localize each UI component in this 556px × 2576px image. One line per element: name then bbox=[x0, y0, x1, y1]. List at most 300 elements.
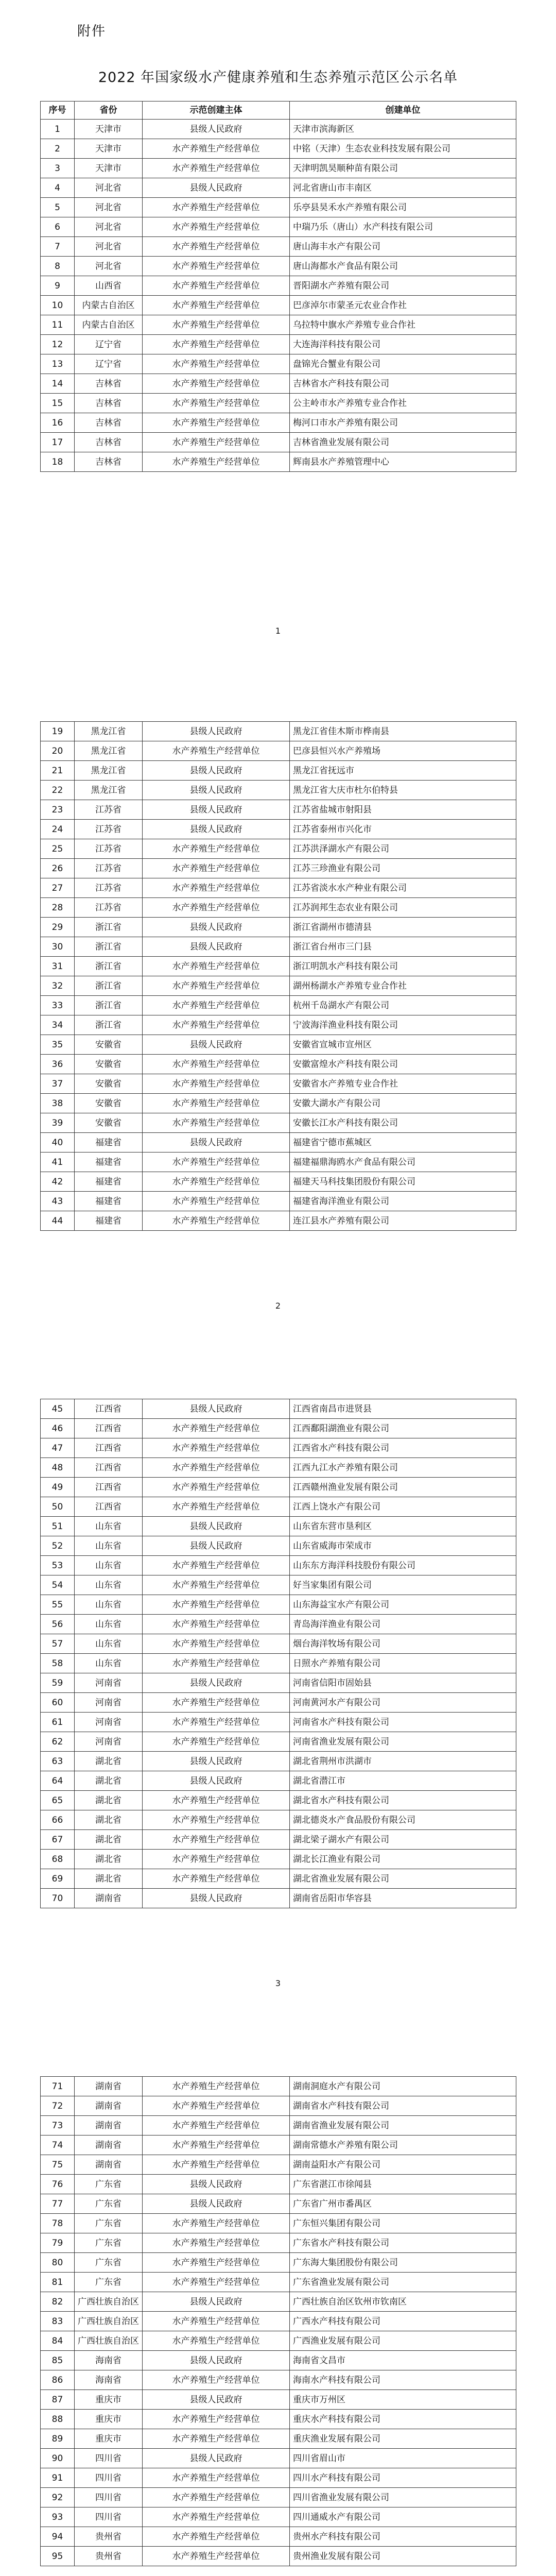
cell-serial: 67 bbox=[41, 1830, 75, 1850]
cell-unit: 江西鄱阳湖渔业有限公司 bbox=[290, 1419, 516, 1438]
cell-unit: 江苏省淡水水产种业有限公司 bbox=[290, 878, 516, 898]
cell-serial: 12 bbox=[41, 335, 75, 354]
cell-province: 福建省 bbox=[75, 1192, 143, 1211]
cell-unit: 重庆水产科技有限公司 bbox=[290, 2410, 516, 2429]
cell-province: 河北省 bbox=[75, 237, 143, 257]
table-row bbox=[41, 2175, 516, 2194]
table-row bbox=[41, 1595, 516, 1615]
cell-entity-type: 水产养殖生产经营单位 bbox=[143, 315, 290, 335]
table-row bbox=[41, 1211, 516, 1231]
cell-unit: 江西省水产科技有限公司 bbox=[290, 1438, 516, 1458]
cell-unit: 梅河口市水产养殖有限公司 bbox=[290, 413, 516, 433]
cell-unit: 福建天马科技集团股份有限公司 bbox=[290, 1172, 516, 1192]
cell-entity-type: 水产养殖生产经营单位 bbox=[143, 1192, 290, 1211]
cell-entity-type: 县级人民政府 bbox=[143, 820, 290, 839]
cell-entity-type: 水产养殖生产经营单位 bbox=[143, 2410, 290, 2429]
cell-entity-type: 水产养殖生产经营单位 bbox=[143, 1693, 290, 1713]
cell-unit: 广东省渔业发展有限公司 bbox=[290, 2273, 516, 2292]
cell-unit: 湖南益阳水产有限公司 bbox=[290, 2155, 516, 2175]
cell-unit: 巴彦县恒兴水产养殖场 bbox=[290, 741, 516, 761]
cell-province: 河北省 bbox=[75, 178, 143, 198]
cell-serial: 81 bbox=[41, 2273, 75, 2292]
cell-province: 辽宁省 bbox=[75, 335, 143, 354]
cell-serial: 92 bbox=[41, 2488, 75, 2507]
table-row bbox=[41, 1478, 516, 1497]
cell-province: 湖北省 bbox=[75, 1810, 143, 1830]
table-row bbox=[41, 2468, 516, 2488]
cell-province: 山东省 bbox=[75, 1595, 143, 1615]
cell-unit: 江苏润邦生态农业有限公司 bbox=[290, 898, 516, 918]
table-row bbox=[41, 1517, 516, 1536]
cell-unit: 黑龙江省抚远市 bbox=[290, 761, 516, 781]
cell-province: 河南省 bbox=[75, 1732, 143, 1752]
cell-province: 吉林省 bbox=[75, 394, 143, 413]
table-row bbox=[41, 354, 516, 374]
table-row bbox=[41, 2233, 516, 2253]
cell-province: 湖南省 bbox=[75, 1889, 143, 1908]
page-title: 2022 年国家级水产健康养殖和生态养殖示范区公示名单 bbox=[98, 70, 458, 86]
cell-serial: 65 bbox=[41, 1791, 75, 1810]
cell-entity-type: 水产养殖生产经营单位 bbox=[143, 898, 290, 918]
cell-serial: 13 bbox=[41, 354, 75, 374]
cell-entity-type: 县级人民政府 bbox=[143, 1035, 290, 1055]
cell-province: 福建省 bbox=[75, 1211, 143, 1231]
cell-province: 江苏省 bbox=[75, 859, 143, 878]
table-row bbox=[41, 1094, 516, 1113]
cell-province: 湖南省 bbox=[75, 2096, 143, 2116]
table-row bbox=[41, 918, 516, 937]
table-row bbox=[41, 2547, 516, 2566]
cell-province: 天津市 bbox=[75, 159, 143, 178]
table-row bbox=[41, 1810, 516, 1830]
cell-province: 广西壮族自治区 bbox=[75, 2331, 143, 2351]
cell-unit: 烟台海洋牧场有限公司 bbox=[290, 1634, 516, 1654]
cell-unit: 浙江省湖州市德清县 bbox=[290, 918, 516, 937]
cell-province: 江西省 bbox=[75, 1419, 143, 1438]
table-row bbox=[41, 315, 516, 335]
table-row bbox=[41, 2155, 516, 2175]
cell-serial: 53 bbox=[41, 1556, 75, 1575]
cell-entity-type: 县级人民政府 bbox=[143, 1133, 290, 1153]
cell-unit: 广西渔业发展有限公司 bbox=[290, 2331, 516, 2351]
cell-serial: 48 bbox=[41, 1458, 75, 1478]
cell-province: 广西壮族自治区 bbox=[75, 2312, 143, 2331]
table-row bbox=[41, 2194, 516, 2214]
cell-serial: 34 bbox=[41, 1015, 75, 1035]
cell-serial: 74 bbox=[41, 2136, 75, 2155]
cell-unit: 四川通威水产有限公司 bbox=[290, 2507, 516, 2527]
cell-unit: 杭州千岛湖水产有限公司 bbox=[290, 996, 516, 1015]
cell-serial: 82 bbox=[41, 2292, 75, 2312]
cell-unit: 山东东方海洋科技股份有限公司 bbox=[290, 1556, 516, 1575]
table-row bbox=[41, 2527, 516, 2547]
cell-entity-type: 水产养殖生产经营单位 bbox=[143, 1113, 290, 1133]
cell-entity-type: 水产养殖生产经营单位 bbox=[143, 2077, 290, 2096]
cell-province: 浙江省 bbox=[75, 976, 143, 996]
cell-province: 江苏省 bbox=[75, 898, 143, 918]
cell-serial: 69 bbox=[41, 1869, 75, 1889]
cell-entity-type: 水产养殖生产经营单位 bbox=[143, 2136, 290, 2155]
cell-entity-type: 水产养殖生产经营单位 bbox=[143, 2253, 290, 2273]
cell-province: 河北省 bbox=[75, 217, 143, 237]
cell-entity-type: 水产养殖生产经营单位 bbox=[143, 1458, 290, 1478]
cell-province: 天津市 bbox=[75, 139, 143, 159]
cell-serial: 46 bbox=[41, 1419, 75, 1438]
table-row bbox=[41, 2351, 516, 2370]
cell-serial: 93 bbox=[41, 2507, 75, 2527]
cell-entity-type: 县级人民政府 bbox=[143, 918, 290, 937]
cell-entity-type: 水产养殖生产经营单位 bbox=[143, 335, 290, 354]
table-header-row bbox=[41, 101, 516, 120]
cell-unit: 河南省水产科技有限公司 bbox=[290, 1713, 516, 1732]
cell-serial: 86 bbox=[41, 2370, 75, 2390]
cell-entity-type: 水产养殖生产经营单位 bbox=[143, 374, 290, 394]
cell-province: 江苏省 bbox=[75, 878, 143, 898]
cell-serial: 58 bbox=[41, 1654, 75, 1673]
cell-unit: 河北省唐山市丰南区 bbox=[290, 178, 516, 198]
cell-serial: 39 bbox=[41, 1113, 75, 1133]
cell-province: 浙江省 bbox=[75, 937, 143, 957]
cell-entity-type: 水产养殖生产经营单位 bbox=[143, 741, 290, 761]
table-row bbox=[41, 2136, 516, 2155]
cell-entity-type: 县级人民政府 bbox=[143, 1673, 290, 1693]
cell-entity-type: 水产养殖生产经营单位 bbox=[143, 1153, 290, 1172]
cell-serial: 63 bbox=[41, 1752, 75, 1771]
cell-entity-type: 水产养殖生产经营单位 bbox=[143, 394, 290, 413]
cell-entity-type: 水产养殖生产经营单位 bbox=[143, 237, 290, 257]
cell-unit: 湖北省渔业发展有限公司 bbox=[290, 1869, 516, 1889]
cell-province: 吉林省 bbox=[75, 413, 143, 433]
cell-entity-type: 水产养殖生产经营单位 bbox=[143, 433, 290, 452]
table-row bbox=[41, 120, 516, 139]
cell-unit: 江苏省盐城市射阳县 bbox=[290, 800, 516, 820]
cell-serial: 30 bbox=[41, 937, 75, 957]
cell-serial: 61 bbox=[41, 1713, 75, 1732]
cell-serial: 42 bbox=[41, 1172, 75, 1192]
column-header: 创建单位 bbox=[290, 101, 516, 120]
cell-unit: 吉林省水产科技有限公司 bbox=[290, 374, 516, 394]
cell-unit: 贵州水产科技有限公司 bbox=[290, 2527, 516, 2547]
cell-entity-type: 县级人民政府 bbox=[143, 1517, 290, 1536]
cell-province: 湖北省 bbox=[75, 1771, 143, 1791]
roster-table-page-2 bbox=[40, 721, 516, 1231]
cell-serial: 24 bbox=[41, 820, 75, 839]
table-row bbox=[41, 1192, 516, 1211]
cell-entity-type: 水产养殖生产经营单位 bbox=[143, 996, 290, 1015]
cell-province: 河南省 bbox=[75, 1713, 143, 1732]
cell-province: 黑龙江省 bbox=[75, 741, 143, 761]
table-row bbox=[41, 878, 516, 898]
cell-unit: 安徽大湖水产有限公司 bbox=[290, 1094, 516, 1113]
table-row bbox=[41, 1536, 516, 1556]
cell-unit: 重庆市万州区 bbox=[290, 2390, 516, 2410]
cell-entity-type: 水产养殖生产经营单位 bbox=[143, 1654, 290, 1673]
table-row bbox=[41, 1654, 516, 1673]
cell-entity-type: 县级人民政府 bbox=[143, 2194, 290, 2214]
cell-entity-type: 水产养殖生产经营单位 bbox=[143, 413, 290, 433]
table-row bbox=[41, 2331, 516, 2351]
cell-unit: 福建省海洋渔业有限公司 bbox=[290, 1192, 516, 1211]
table-row bbox=[41, 1850, 516, 1869]
table-row bbox=[41, 937, 516, 957]
table-row bbox=[41, 2273, 516, 2292]
cell-entity-type: 水产养殖生产经营单位 bbox=[143, 217, 290, 237]
cell-province: 湖北省 bbox=[75, 1830, 143, 1850]
table-row bbox=[41, 1172, 516, 1192]
cell-province: 山东省 bbox=[75, 1634, 143, 1654]
cell-unit: 四川省眉山市 bbox=[290, 2449, 516, 2468]
table-row bbox=[41, 898, 516, 918]
cell-province: 江西省 bbox=[75, 1497, 143, 1517]
cell-province: 山东省 bbox=[75, 1654, 143, 1673]
cell-entity-type: 水产养殖生产经营单位 bbox=[143, 139, 290, 159]
table-row bbox=[41, 996, 516, 1015]
cell-entity-type: 水产养殖生产经营单位 bbox=[143, 2547, 290, 2566]
cell-province: 重庆市 bbox=[75, 2390, 143, 2410]
cell-unit: 湖南省渔业发展有限公司 bbox=[290, 2116, 516, 2136]
table-row bbox=[41, 1713, 516, 1732]
cell-entity-type: 水产养殖生产经营单位 bbox=[143, 257, 290, 276]
cell-entity-type: 水产养殖生产经营单位 bbox=[143, 452, 290, 472]
cell-entity-type: 水产养殖生产经营单位 bbox=[143, 2214, 290, 2233]
cell-unit: 广东省广州市番禺区 bbox=[290, 2194, 516, 2214]
cell-unit: 江西赣州渔业发展有限公司 bbox=[290, 1478, 516, 1497]
cell-unit: 江苏三珍渔业有限公司 bbox=[290, 859, 516, 878]
cell-province: 黑龙江省 bbox=[75, 722, 143, 741]
cell-serial: 71 bbox=[41, 2077, 75, 2096]
cell-serial: 16 bbox=[41, 413, 75, 433]
table-row bbox=[41, 957, 516, 976]
table-row bbox=[41, 2312, 516, 2331]
cell-unit: 湖北德炎水产食品股份有限公司 bbox=[290, 1810, 516, 1830]
cell-province: 福建省 bbox=[75, 1153, 143, 1172]
cell-serial: 83 bbox=[41, 2312, 75, 2331]
table-row bbox=[41, 1575, 516, 1595]
table-row bbox=[41, 1113, 516, 1133]
table-row bbox=[41, 2370, 516, 2390]
table-row bbox=[41, 2077, 516, 2096]
cell-unit: 安徽富煌水产科技有限公司 bbox=[290, 1055, 516, 1074]
cell-unit: 河南省渔业发展有限公司 bbox=[290, 1732, 516, 1752]
cell-unit: 黑龙江省佳木斯市桦南县 bbox=[290, 722, 516, 741]
cell-unit: 湖南省水产科技有限公司 bbox=[290, 2096, 516, 2116]
cell-entity-type: 水产养殖生产经营单位 bbox=[143, 1015, 290, 1035]
cell-unit: 宁波海洋渔业科技有限公司 bbox=[290, 1015, 516, 1035]
cell-entity-type: 水产养殖生产经营单位 bbox=[143, 976, 290, 996]
table-row bbox=[41, 781, 516, 800]
table-row bbox=[41, 217, 516, 237]
cell-serial: 56 bbox=[41, 1615, 75, 1634]
cell-unit: 乌拉特中旗水产养殖专业合作社 bbox=[290, 315, 516, 335]
cell-unit: 黑龙江省大庆市杜尔伯特县 bbox=[290, 781, 516, 800]
cell-unit: 江西上饶水产有限公司 bbox=[290, 1497, 516, 1517]
cell-unit: 江西九江水产养殖有限公司 bbox=[290, 1458, 516, 1478]
cell-serial: 4 bbox=[41, 178, 75, 198]
cell-province: 浙江省 bbox=[75, 957, 143, 976]
cell-province: 湖北省 bbox=[75, 1752, 143, 1771]
table-row bbox=[41, 1074, 516, 1094]
table-row bbox=[41, 139, 516, 159]
cell-entity-type: 水产养殖生产经营单位 bbox=[143, 1211, 290, 1231]
cell-unit: 湖南省岳阳市华容县 bbox=[290, 1889, 516, 1908]
cell-entity-type: 水产养殖生产经营单位 bbox=[143, 2273, 290, 2292]
cell-entity-type: 水产养殖生产经营单位 bbox=[143, 2488, 290, 2507]
cell-unit: 大连海洋科技有限公司 bbox=[290, 335, 516, 354]
cell-province: 四川省 bbox=[75, 2507, 143, 2527]
cell-serial: 54 bbox=[41, 1575, 75, 1595]
cell-serial: 73 bbox=[41, 2116, 75, 2136]
table-row bbox=[41, 2292, 516, 2312]
cell-serial: 95 bbox=[41, 2547, 75, 2566]
cell-province: 海南省 bbox=[75, 2351, 143, 2370]
cell-serial: 77 bbox=[41, 2194, 75, 2214]
cell-province: 广东省 bbox=[75, 2253, 143, 2273]
cell-entity-type: 水产养殖生产经营单位 bbox=[143, 1830, 290, 1850]
table-row bbox=[41, 452, 516, 472]
cell-province: 山东省 bbox=[75, 1536, 143, 1556]
cell-unit: 天津市滨海新区 bbox=[290, 120, 516, 139]
cell-entity-type: 水产养殖生产经营单位 bbox=[143, 2468, 290, 2488]
table-row bbox=[41, 2390, 516, 2410]
cell-province: 湖南省 bbox=[75, 2077, 143, 2096]
cell-province: 吉林省 bbox=[75, 433, 143, 452]
cell-province: 河南省 bbox=[75, 1673, 143, 1693]
cell-entity-type: 水产养殖生产经营单位 bbox=[143, 2233, 290, 2253]
cell-unit: 好当家集团有限公司 bbox=[290, 1575, 516, 1595]
cell-province: 广东省 bbox=[75, 2214, 143, 2233]
cell-province: 江苏省 bbox=[75, 800, 143, 820]
cell-serial: 27 bbox=[41, 878, 75, 898]
cell-province: 浙江省 bbox=[75, 918, 143, 937]
cell-unit: 海南省文昌市 bbox=[290, 2351, 516, 2370]
cell-province: 安徽省 bbox=[75, 1074, 143, 1094]
cell-unit: 江苏省泰州市兴化市 bbox=[290, 820, 516, 839]
cell-entity-type: 水产养殖生产经营单位 bbox=[143, 1615, 290, 1634]
cell-serial: 37 bbox=[41, 1074, 75, 1094]
table-row bbox=[41, 2488, 516, 2507]
cell-province: 内蒙古自治区 bbox=[75, 296, 143, 315]
cell-province: 安徽省 bbox=[75, 1035, 143, 1055]
cell-unit: 吉林省渔业发展有限公司 bbox=[290, 433, 516, 452]
table-row bbox=[41, 2410, 516, 2429]
cell-unit: 湖州杨湖水产养殖专业合作社 bbox=[290, 976, 516, 996]
cell-serial: 21 bbox=[41, 761, 75, 781]
cell-unit: 山东省东营市垦利区 bbox=[290, 1517, 516, 1536]
cell-serial: 70 bbox=[41, 1889, 75, 1908]
cell-province: 广东省 bbox=[75, 2233, 143, 2253]
cell-entity-type: 县级人民政府 bbox=[143, 937, 290, 957]
cell-unit: 广东省湛江市徐闻县 bbox=[290, 2175, 516, 2194]
table-row bbox=[41, 159, 516, 178]
cell-entity-type: 县级人民政府 bbox=[143, 800, 290, 820]
cell-province: 江西省 bbox=[75, 1478, 143, 1497]
cell-unit: 江西省南昌市进贤县 bbox=[290, 1399, 516, 1419]
cell-province: 江苏省 bbox=[75, 820, 143, 839]
table-row bbox=[41, 2116, 516, 2136]
cell-entity-type: 水产养殖生产经营单位 bbox=[143, 2331, 290, 2351]
table-row bbox=[41, 335, 516, 354]
cell-unit: 广东海大集团股份有限公司 bbox=[290, 2253, 516, 2273]
table-row bbox=[41, 1615, 516, 1634]
cell-serial: 62 bbox=[41, 1732, 75, 1752]
cell-entity-type: 水产养殖生产经营单位 bbox=[143, 2096, 290, 2116]
cell-unit: 湖南常德水产养殖有限公司 bbox=[290, 2136, 516, 2155]
table-row bbox=[41, 1732, 516, 1752]
table-row bbox=[41, 276, 516, 296]
cell-province: 广东省 bbox=[75, 2194, 143, 2214]
cell-province: 江苏省 bbox=[75, 839, 143, 859]
cell-entity-type: 县级人民政府 bbox=[143, 120, 290, 139]
cell-serial: 11 bbox=[41, 315, 75, 335]
cell-serial: 94 bbox=[41, 2527, 75, 2547]
cell-unit: 晋阳湖水产养殖有限公司 bbox=[290, 276, 516, 296]
cell-entity-type: 县级人民政府 bbox=[143, 2390, 290, 2410]
cell-unit: 四川水产科技有限公司 bbox=[290, 2468, 516, 2488]
cell-serial: 35 bbox=[41, 1035, 75, 1055]
table-row bbox=[41, 413, 516, 433]
cell-entity-type: 水产养殖生产经营单位 bbox=[143, 1478, 290, 1497]
table-row bbox=[41, 761, 516, 781]
table-row bbox=[41, 1771, 516, 1791]
cell-entity-type: 水产养殖生产经营单位 bbox=[143, 1419, 290, 1438]
table-row bbox=[41, 1458, 516, 1478]
cell-entity-type: 水产养殖生产经营单位 bbox=[143, 1810, 290, 1830]
cell-unit: 重庆渔业发展有限公司 bbox=[290, 2429, 516, 2449]
cell-unit: 湖北省荆州市洪湖市 bbox=[290, 1752, 516, 1771]
cell-entity-type: 水产养殖生产经营单位 bbox=[143, 839, 290, 859]
cell-province: 四川省 bbox=[75, 2449, 143, 2468]
table-row bbox=[41, 1673, 516, 1693]
table-row bbox=[41, 237, 516, 257]
cell-unit: 四川省渔业发展有限公司 bbox=[290, 2488, 516, 2507]
table-row bbox=[41, 1634, 516, 1654]
cell-serial: 55 bbox=[41, 1595, 75, 1615]
table-row bbox=[41, 2449, 516, 2468]
table-row bbox=[41, 433, 516, 452]
cell-province: 天津市 bbox=[75, 120, 143, 139]
cell-entity-type: 县级人民政府 bbox=[143, 2351, 290, 2370]
cell-entity-type: 县级人民政府 bbox=[143, 1752, 290, 1771]
cell-entity-type: 县级人民政府 bbox=[143, 2292, 290, 2312]
cell-province: 山东省 bbox=[75, 1517, 143, 1536]
table-row bbox=[41, 1869, 516, 1889]
cell-unit: 青岛海洋渔业有限公司 bbox=[290, 1615, 516, 1634]
cell-entity-type: 水产养殖生产经营单位 bbox=[143, 1595, 290, 1615]
table-row bbox=[41, 1791, 516, 1810]
cell-unit: 贵州渔业发展有限公司 bbox=[290, 2547, 516, 2566]
cell-serial: 84 bbox=[41, 2331, 75, 2351]
cell-entity-type: 水产养殖生产经营单位 bbox=[143, 2312, 290, 2331]
table-row bbox=[41, 2096, 516, 2116]
table-row bbox=[41, 1556, 516, 1575]
cell-entity-type: 县级人民政府 bbox=[143, 722, 290, 741]
cell-province: 湖北省 bbox=[75, 1850, 143, 1869]
roster-table-page-1 bbox=[40, 101, 516, 472]
cell-unit: 湖北长江渔业有限公司 bbox=[290, 1850, 516, 1869]
table-row bbox=[41, 800, 516, 820]
cell-entity-type: 水产养殖生产经营单位 bbox=[143, 1172, 290, 1192]
column-header: 示范创建主体 bbox=[143, 101, 290, 120]
cell-serial: 41 bbox=[41, 1153, 75, 1172]
cell-entity-type: 水产养殖生产经营单位 bbox=[143, 2370, 290, 2390]
cell-unit: 中铭（天津）生态农业科技发展有限公司 bbox=[290, 139, 516, 159]
cell-entity-type: 水产养殖生产经营单位 bbox=[143, 1556, 290, 1575]
cell-serial: 76 bbox=[41, 2175, 75, 2194]
roster-table-page-3 bbox=[40, 1399, 516, 1908]
cell-province: 吉林省 bbox=[75, 374, 143, 394]
cell-serial: 68 bbox=[41, 1850, 75, 1869]
cell-unit: 安徽省水产养殖专业合作社 bbox=[290, 1074, 516, 1094]
